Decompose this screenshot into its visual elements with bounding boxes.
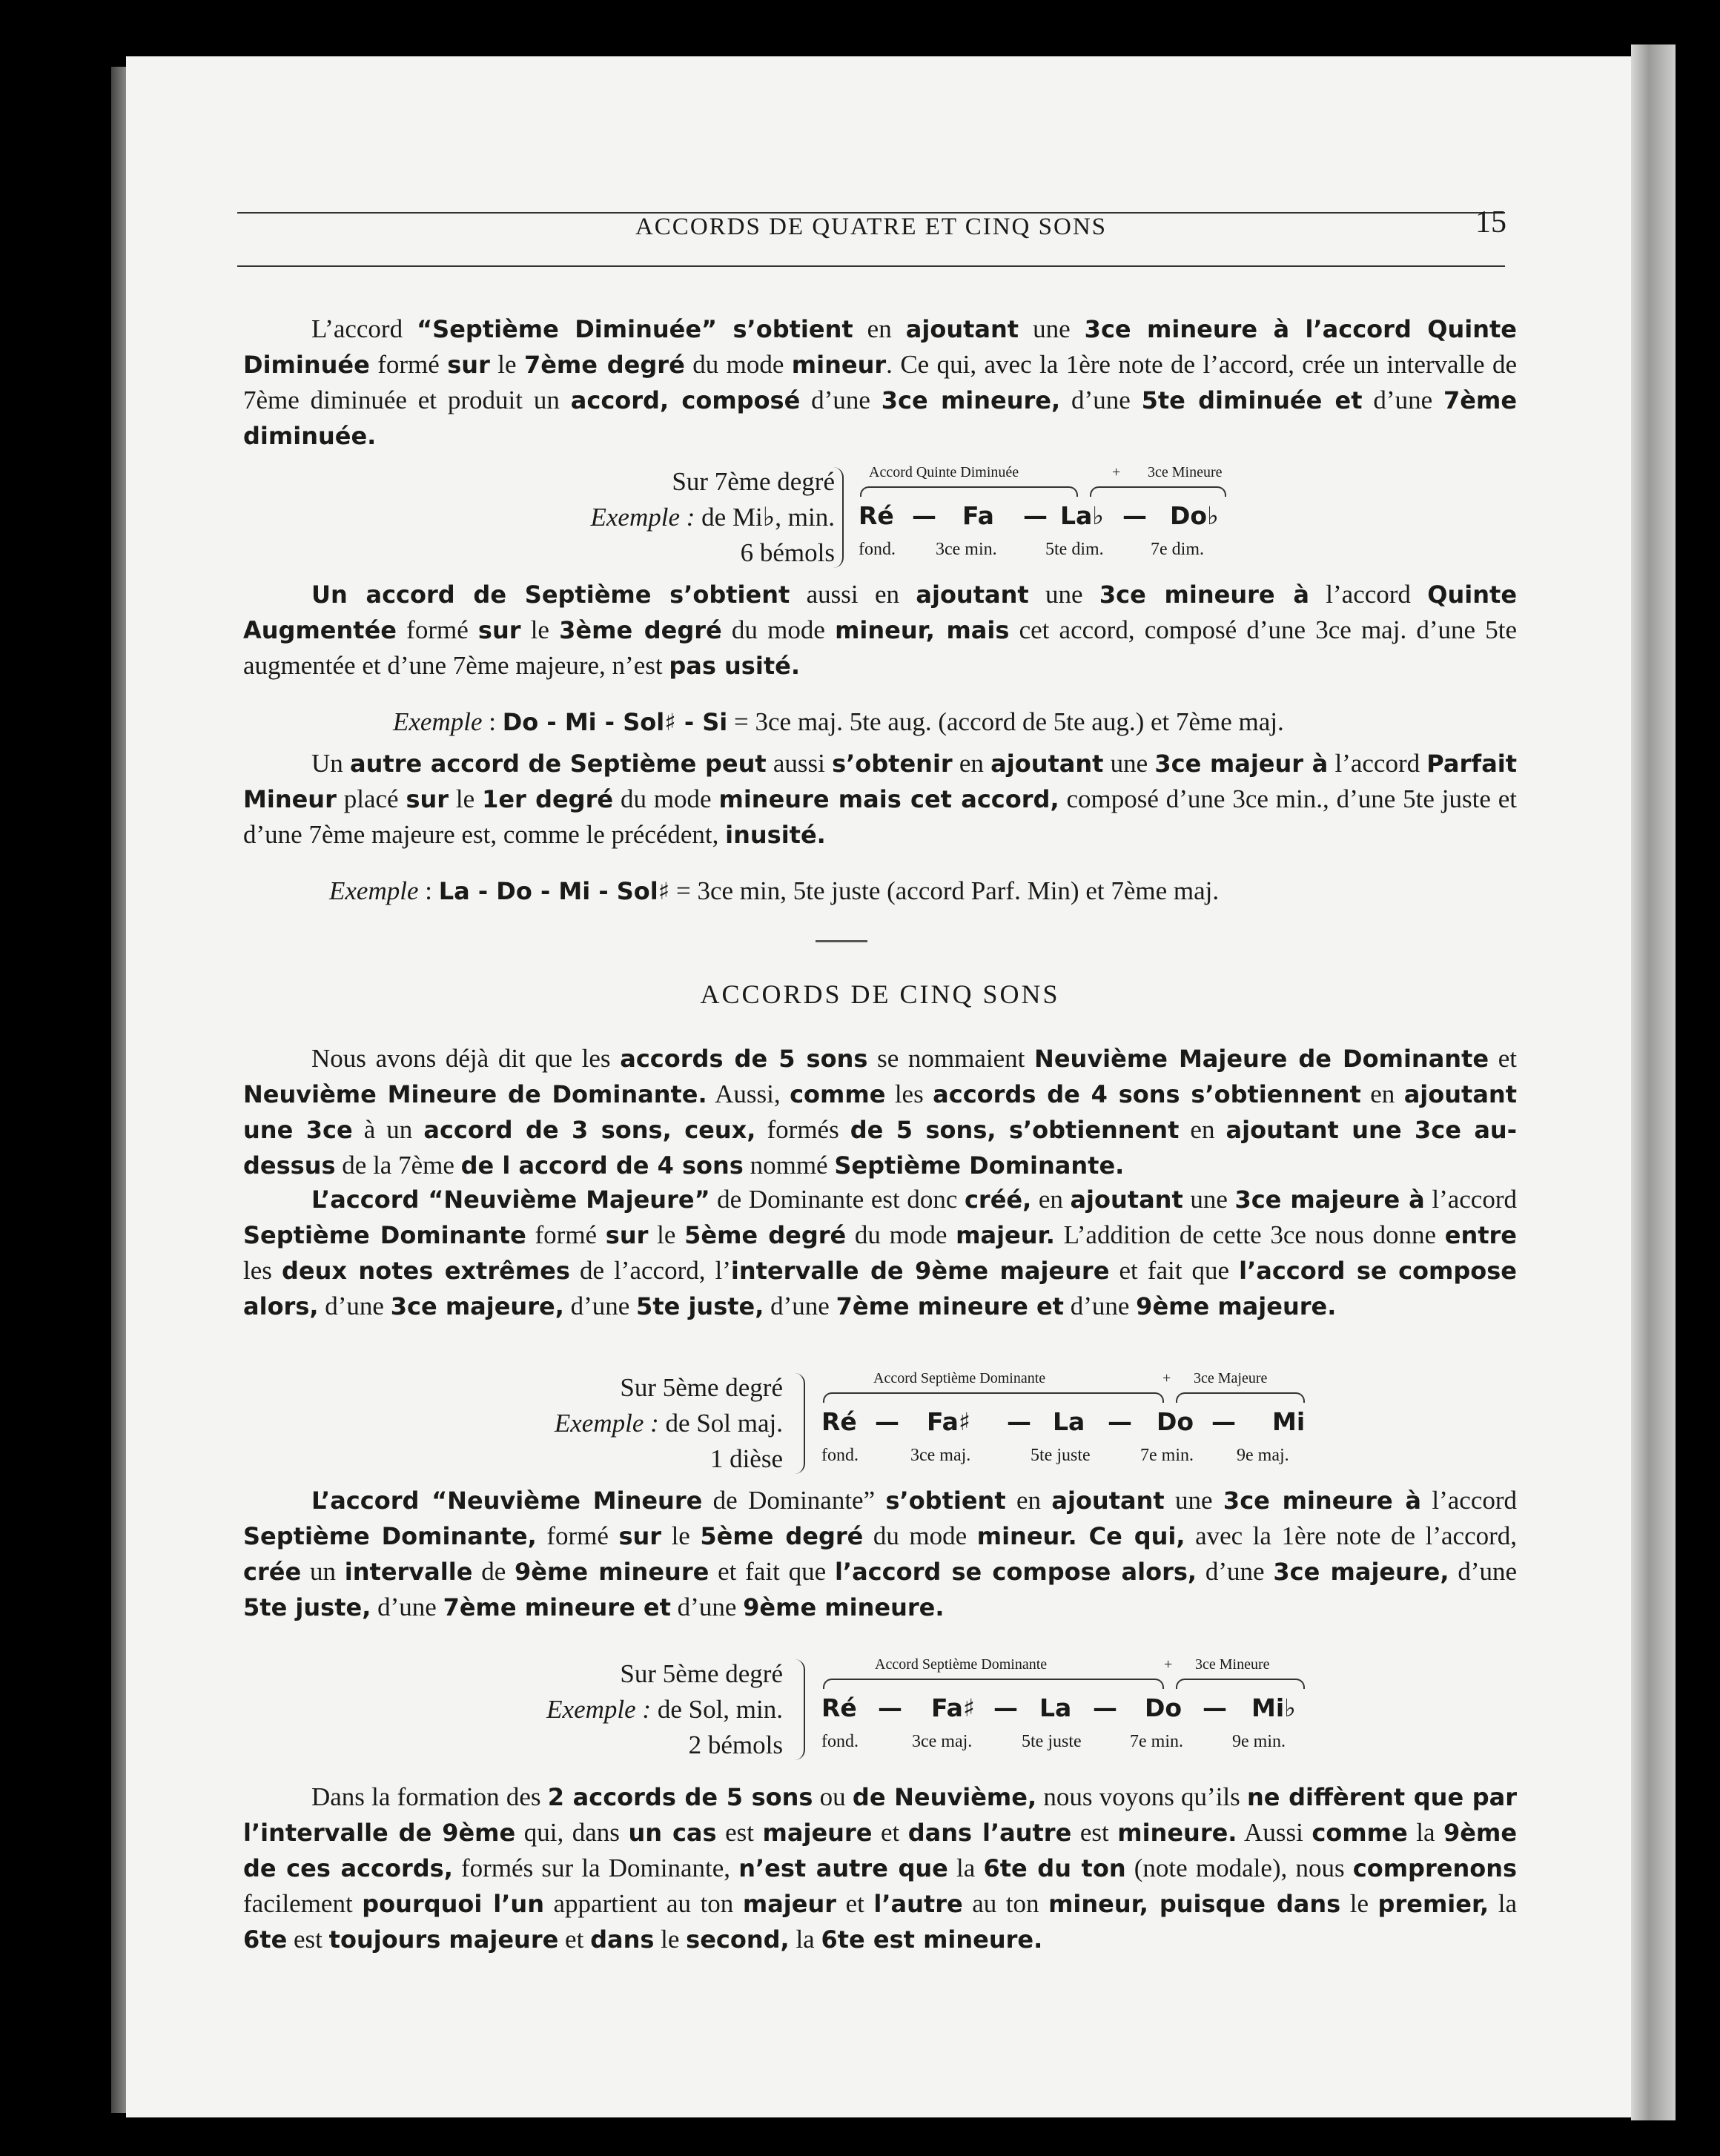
sub-4: 7e min. xyxy=(1140,1446,1194,1465)
group-plus: + xyxy=(1164,1656,1173,1673)
note-2: Fa♯ xyxy=(927,1407,970,1436)
example-degree: Sur 7ème degré xyxy=(672,467,835,496)
paragraph-accords-cinq-sons: Nous avons déjà dit que les accords de 5 sons se nommaient Neuvième Majeure de Dominante et Neuvième Mineure de Dominante. Aussi, comme les accords de 4 sons s’obtiennent en ajoutant une 3ce à un accord de 3 sons, ceux, formés de 5 sons, s’obtiennent en ajoutant une 3ce au-dessus de la 7ème de l accord de 4 sons nommé Septième Dominante. xyxy=(243,1044,1518,1180)
group-bracket-2 xyxy=(1176,1392,1305,1403)
note-1: Ré xyxy=(821,1693,857,1722)
note-3: La xyxy=(1039,1693,1072,1722)
group-bracket-2 xyxy=(1090,486,1226,497)
note-4: Do♭ xyxy=(1170,501,1219,530)
example-degree: Sur 5ème degré xyxy=(620,1373,783,1402)
note-dash: — xyxy=(878,1693,902,1722)
note-dash: — xyxy=(1007,1407,1031,1436)
note-1: Ré xyxy=(821,1407,857,1436)
sub-4: 7e dim. xyxy=(1151,540,1204,559)
example-label: Exemple : xyxy=(546,1695,652,1724)
sub-2: 3ce min. xyxy=(936,540,997,559)
paragraph-conclusion: Dans la formation des 2 accords de 5 sons ou de Neuvième, nous voyons qu’ils ne diffèrent que par l’intervalle de 9ème qui, dans un cas est majeure et dans l’autre est mineure. Aussi comme la 9ème de ces accords, formés sur la Dominante, n’est autre que la 6te du ton (note modale), nous comprenons facilement pourquoi l’un appartient au ton majeur et l’autre au ton mineur, puisque dans le premier, la 6te est toujours majeure et dans le second, la 6te est mineure. xyxy=(243,1782,1518,1954)
page-edge xyxy=(1631,44,1676,2120)
paragraph-quinte-augmentee: Un accord de Septième s’obtient aussi en ajoutant une 3ce mineure à l’accord Quinte Augmentée formé sur le 3ème degré du mode mineur, mais cet accord, composé d’une 3ce maj. d’une 5te augmentée et d’une 7ème majeure, n’est pas usité. xyxy=(243,580,1518,680)
example-do-mi-sol-si: Exemple : Do - Mi - Sol♯ - Si = 3ce maj. 5te aug. (accord de 5te aug.) et 7ème maj. xyxy=(393,707,1284,736)
note-dash: — xyxy=(875,1407,899,1436)
example-left-block xyxy=(430,1656,783,1763)
note-dash: — xyxy=(1093,1693,1117,1722)
sub-1: fond. xyxy=(821,1446,859,1465)
note-5: Mi♭ xyxy=(1251,1693,1296,1722)
group-label-1: Accord Septième Dominante xyxy=(873,1370,1046,1386)
note-dash: — xyxy=(1108,1407,1132,1436)
paragraph-neuvieme-mineure: L’accord “Neuvième Mineure de Dominante” s’obtient en ajoutant une 3ce mineure à l’accord Septième Dominante, formé sur le 5ème degré du mode mineur. Ce qui, avec la 1ère note de l’accord, crée un intervalle de 9ème mineure et fait que l’accord se compose alors, d’une 3ce majeure, d’une 5te juste, d’une 7ème mineure et d’une 9ème mineure. xyxy=(243,1486,1518,1621)
paragraph-neuvieme-majeure: L’accord “Neuvième Majeure” de Dominante est donc créé, en ajoutant une 3ce majeure à l’accord Septième Dominante formé sur le 5ème degré du mode majeur. L’addition de cette 3ce nous donne entre les deux notes extrêmes de l’accord, l’intervalle de 9ème majeure et fait que l’accord se compose alors, d’une 3ce majeure, d’une 5te juste, d’une 7ème mineure et d’une 9ème majeure. xyxy=(243,1185,1518,1320)
paragraph-septieme-diminuee: L’accord “Septième Diminuée” s’obtient en ajoutant une 3ce mineure à l’accord Quinte Diminuée formé sur le 7ème degré du mode mineur. Ce qui, avec la 1ère note de l’accord, crée un intervalle de 7ème diminuée et produit un accord, composé d’une 3ce mineure, d’une 5te diminuée et d’une 7ème diminuée. xyxy=(243,314,1518,450)
page-number: 15 xyxy=(1475,205,1506,239)
note-3: La♭ xyxy=(1060,501,1104,530)
header-rule-bottom xyxy=(237,265,1505,267)
group-label-1: Accord Quinte Diminuée xyxy=(869,464,1019,480)
sub-1: fond. xyxy=(859,540,896,559)
running-header: ACCORDS DE QUATRE ET CINQ SONS xyxy=(635,214,1108,240)
sub-3: 5te dim. xyxy=(1045,540,1104,559)
group-bracket-2 xyxy=(1176,1679,1305,1689)
example-left-block xyxy=(430,1370,783,1477)
example-key: Exemple : de Sol, min. xyxy=(546,1695,783,1724)
sub-3: 5te juste xyxy=(1022,1732,1082,1751)
note-5: Mi xyxy=(1272,1407,1306,1436)
example-accidentals: 6 bémols xyxy=(740,538,835,567)
example-key: Exemple : de Mi♭, min. xyxy=(590,503,835,532)
section-divider xyxy=(816,940,867,942)
section-title: ACCORDS DE CINQ SONS xyxy=(700,979,1060,1009)
sub-5: 9e min. xyxy=(1232,1732,1286,1751)
group-label-1: Accord Septième Dominante xyxy=(875,1656,1048,1673)
example-la-do-mi-sol: Exemple : La - Do - Mi - Sol♯ = 3ce min, 5te juste (accord Parf. Min) et 7ème maj. xyxy=(329,876,1220,905)
note-1: Ré xyxy=(859,501,894,530)
note-2: Fa♯ xyxy=(931,1693,975,1722)
example-accidentals: 1 dièse xyxy=(710,1444,783,1473)
note-4: Do xyxy=(1145,1693,1182,1722)
example-accidentals: 2 bémols xyxy=(688,1730,783,1759)
note-4: Do xyxy=(1157,1407,1194,1436)
note-dash: — xyxy=(912,501,936,530)
sub-2: 3ce maj. xyxy=(912,1732,973,1751)
note-3: La xyxy=(1053,1407,1085,1436)
group-plus: + xyxy=(1162,1370,1171,1386)
example-key: Exemple : de Sol maj. xyxy=(554,1409,783,1438)
group-label-2: 3ce Mineure xyxy=(1148,464,1223,480)
group-label-2: 3ce Majeure xyxy=(1194,1370,1268,1386)
example-label: Exemple : xyxy=(554,1409,659,1438)
note-2: Fa xyxy=(962,501,994,530)
sub-3: 5te juste xyxy=(1031,1446,1091,1465)
example-label: Exemple : xyxy=(590,503,695,532)
group-bracket-1 xyxy=(823,1392,1164,1403)
group-bracket-1 xyxy=(823,1679,1164,1689)
note-dash: — xyxy=(1122,501,1147,530)
group-bracket-1 xyxy=(860,486,1078,497)
sub-1: fond. xyxy=(821,1732,859,1751)
paragraph-parfait-mineur: Un autre accord de Septième peut aussi s’obtenir en ajoutant une 3ce majeur à l’accord Parfait Mineur placé sur le 1er degré du mode mineure mais cet accord, composé d’une 3ce min., d’une 5te juste et d’une 7ème majeure est, comme le précédent, inusité. xyxy=(243,749,1518,849)
example-left-block xyxy=(474,464,835,571)
example-degree: Sur 5ème degré xyxy=(620,1659,783,1688)
sub-2: 3ce maj. xyxy=(910,1446,971,1465)
group-plus: + xyxy=(1112,464,1121,480)
example-brace xyxy=(792,1659,805,1760)
sub-5: 9e maj. xyxy=(1237,1446,1289,1465)
note-dash: — xyxy=(1023,501,1048,530)
note-dash: — xyxy=(1211,1407,1236,1436)
example-brace xyxy=(792,1373,805,1474)
sub-4: 7e min. xyxy=(1130,1732,1183,1751)
note-dash: — xyxy=(1203,1693,1227,1722)
group-label-2: 3ce Mineure xyxy=(1195,1656,1270,1673)
note-dash: — xyxy=(993,1693,1018,1722)
example-brace xyxy=(830,467,844,568)
